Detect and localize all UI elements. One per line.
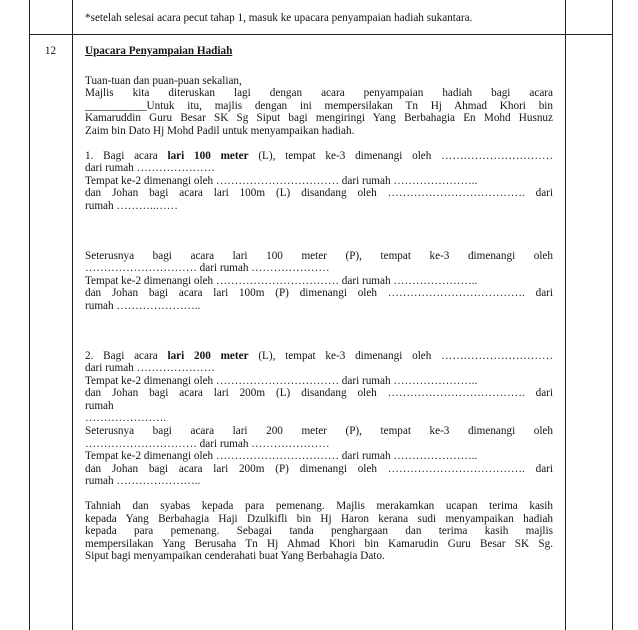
closing-line: mempersilakan Yang Berusaha Tn Hj Ahmad Khori bin Kamarudin Guru Besar SK Sg. — [85, 537, 553, 550]
event-name: lari 100 meter — [167, 149, 249, 162]
closing-line: kepada para pemenang. Sebagai tanda penghargaan dan terima kasih majlis — [85, 525, 553, 538]
event-100m-boys-line: dari rumah ………………… — [85, 162, 215, 175]
intro-line: Zaim bin Dato Hj Mohd Padil untuk menyampaikan hadiah. — [85, 124, 355, 137]
event-200m-girls-line: Tempat ke-2 dimenangi oleh …………………………… dari rumah ………………….. — [85, 450, 478, 463]
event-100m-girls-line: rumah ………………….. — [85, 299, 201, 312]
event-100m-boys-line: Tempat ke-2 dimenangi oleh …………………………… dari rumah ………………….. — [85, 174, 478, 187]
text-span: (L), tempat ke-3 dimenangi oleh ………………………… — [248, 349, 554, 362]
event-200m-girls-line: Seterusnya bagi acara lari 200 meter (P), tempat ke-3 dimenangi oleh — [85, 425, 553, 438]
text-span: 1. Bagi acara — [85, 149, 168, 162]
event-100m-girls-line: ………………………… dari rumah ………………… — [85, 262, 330, 275]
event-100m-girls-line: dan Johan bagi acara lari 100m (P) dimenangi oleh ………………………………. dari — [85, 287, 553, 300]
event-100m-boys-line: dan Johan bagi acara lari 100m (L) disandang oleh ………………………………. dari — [85, 187, 553, 200]
intro-line: Kamaruddin Guru Besar SK Sg Siput bagi mengiringi Yang Berbahagia En Mohd Husnuz — [85, 112, 553, 125]
row-number: 12 — [44, 45, 57, 57]
event-200m-girls-line: ………………………… dari rumah ………………… — [85, 437, 330, 450]
table-column-divider — [565, 0, 566, 630]
closing-line: Tahniah dan syabas kepada para pemenang. Majlis merakamkan ucapan terima kasih — [85, 500, 553, 513]
closing-line: Siput bagi menyampaikan cenderahati buat Yang Berbahagia Dato. — [85, 550, 385, 563]
event-200m-boys-line — [85, 350, 553, 363]
text-span: (L), tempat ke-3 dimenangi oleh ………………………… — [248, 149, 554, 162]
table-row-divider — [29, 34, 612, 35]
event-200m-boys-line: rumah — [85, 399, 114, 412]
intro-line: Tuan-tuan dan puan-puan sekalian, — [85, 74, 242, 87]
event-100m-boys-line — [85, 150, 553, 163]
closing-line: kepada Yang Berbahagia Haji Dzulkifli bin Hj Haron kerana sudi menyampaikan hadiah — [85, 512, 553, 525]
event-200m-boys-line: …………………. — [85, 412, 167, 425]
table-border-left — [29, 0, 30, 630]
event-name: lari 200 meter — [167, 349, 249, 362]
event-200m-girls-line: dan Johan bagi acara lari 200m (P) dimenangi oleh ………………………………. dari — [85, 462, 553, 475]
event-200m-boys-line: Tempat ke-2 dimenangi oleh …………………………… dari rumah ………………….. — [85, 374, 478, 387]
event-200m-boys-line: dari rumah ………………… — [85, 362, 215, 375]
intro-line: Majlis kita diteruskan lagi dengan acara penyampaian hadiah bagi acara — [85, 87, 553, 100]
table-column-divider — [72, 0, 73, 630]
event-100m-boys-line: rumah ………..…… — [85, 199, 178, 212]
event-200m-boys-line: dan Johan bagi acara lari 200m (L) disandang oleh ………………………………. dari — [85, 387, 553, 400]
event-200m-girls-line: rumah ………………….. — [85, 475, 201, 488]
table-border-right — [612, 0, 613, 630]
event-100m-girls-line: Seterusnya bagi acara lari 100 meter (P), tempat ke-3 dimenangi oleh — [85, 249, 553, 262]
row-note: *setelah selesai acara pecut tahap 1, masuk ke upacara penyampaian hadiah sukantara. — [85, 12, 473, 24]
intro-line: ___________Untuk itu, majlis dengan ini mempersilakan Tn Hj Ahmad Khori bin — [85, 99, 553, 112]
script-content — [85, 45, 553, 563]
section-heading: Upacara Penyampaian Hadiah — [85, 45, 233, 57]
event-100m-girls-line: Tempat ke-2 dimenangi oleh …………………………… dari rumah ………………….. — [85, 274, 478, 287]
text-span: 2. Bagi acara — [85, 349, 168, 362]
